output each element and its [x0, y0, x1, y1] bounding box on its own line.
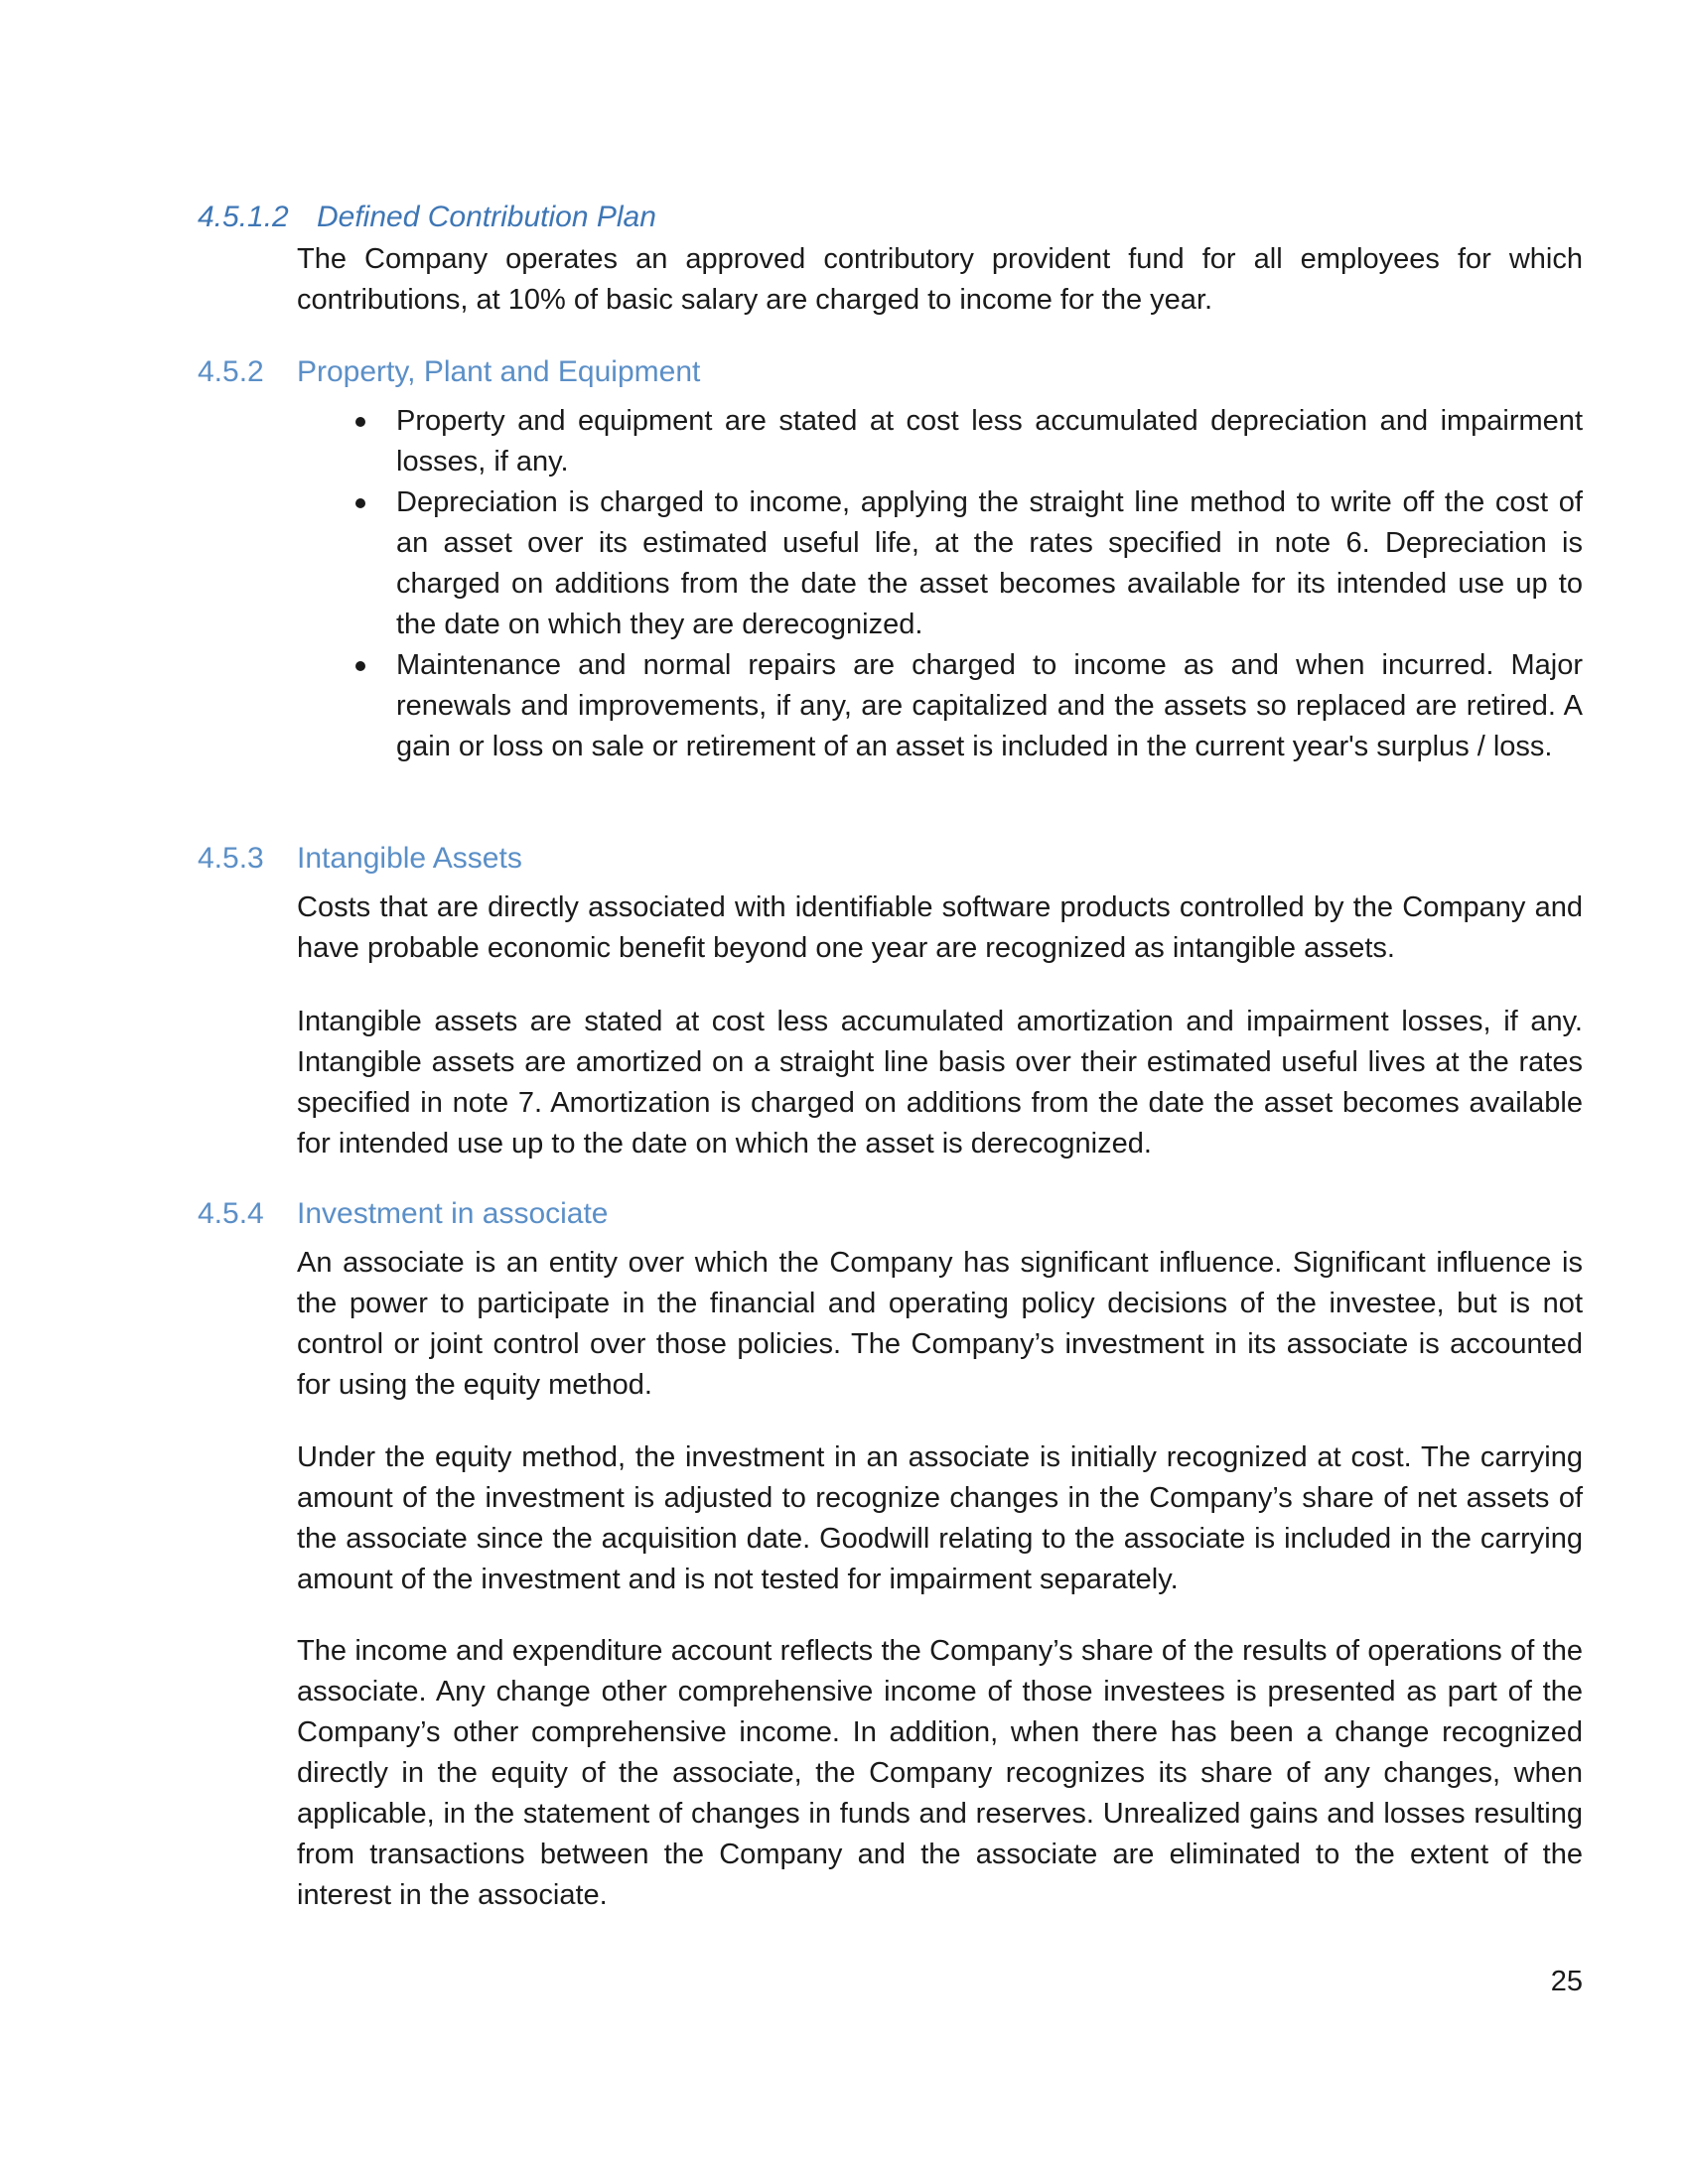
page-number: 25	[1550, 1966, 1583, 1997]
bullet-list-ppe	[297, 401, 1583, 767]
section-number: 4.5.3	[198, 842, 264, 875]
section-title: Intangible Assets	[297, 842, 522, 875]
list-item	[297, 482, 1583, 645]
paragraph-intangible-1: Costs that are directly associated with identifiable software products controlled by the Company and have probable economic benefit beyond one year are recognized as intangible assets.	[297, 891, 1583, 964]
section-title: Property, Plant and Equipment	[297, 355, 701, 388]
section-number: 4.5.1.2	[198, 201, 289, 233]
section-title: Defined Contribution Plan	[317, 201, 656, 233]
section-title: Investment in associate	[297, 1197, 609, 1230]
section-heading-4512	[198, 198, 656, 237]
bullet-icon	[355, 417, 365, 427]
section-heading-454	[198, 1194, 609, 1234]
list-item	[297, 401, 1583, 482]
bullet-icon	[355, 498, 365, 508]
section-heading-453	[198, 839, 522, 879]
bullet-icon	[355, 661, 365, 671]
paragraph-intangible-2: Intangible assets are stated at cost less accumulated amortization and impairment losses, if any. Intangible assets are amortized on a straight line basis over their estimated useful lives at the rates specified in note 7. Amortization is charged on additions from the date the asset becomes available for intended use up to the date on which the asset is derecognized.	[297, 1006, 1583, 1160]
section-number: 4.5.2	[198, 355, 264, 388]
list-item-text: Property and equipment are stated at cost less accumulated depreciation and impairment losses, if any.	[396, 405, 1583, 478]
list-item	[297, 645, 1583, 767]
list-item-text: Depreciation is charged to income, applying the straight line method to write off the cost of an asset over its estimated useful life, at the rates specified in note 6. Depreciation is charged on additions from the date the asset becomes available for its intended use up to the date on which they are derecognized.	[396, 486, 1583, 640]
paragraph-associate-1: An associate is an entity over which the Company has significant influence. Significant influence is the power to participate in the financial and operating policy decisions of the investee, but is not control or joint control over those policies. The Company’s investment in its associate is accounted for using the equity method.	[297, 1247, 1583, 1401]
section-number: 4.5.4	[198, 1197, 264, 1230]
paragraph-associate-2: Under the equity method, the investment in an associate is initially recognized at cost. The carrying amount of the investment is adjusted to recognize changes in the Company’s share of net assets of the associate since the acquisition date. Goodwill relating to the associate is included in the carrying amount of the investment and is not tested for impairment separately.	[297, 1441, 1583, 1595]
paragraph-associate-3: The income and expenditure account reflects the Company’s share of the results of operations of the associate. Any change other comprehensive income of those investees is presented as part of the Company’s other comprehensive income. In addition, when there has been a change recognized directly in the equity of the associate, the Company recognizes its share of any changes, when applicable, in the statement of changes in funds and reserves. Unrealized gains and losses resulting from transactions between the Company and the associate are eliminated to the extent of the interest in the associate.	[297, 1635, 1583, 1911]
list-item-text: Maintenance and normal repairs are charged to income as and when incurred. Major renewals and improvements, if any, are capitalized and the assets so replaced are retired. A gain or loss on sale or retirement of an asset is included in the current year's surplus / loss.	[396, 649, 1583, 762]
paragraph-defined-contribution: The Company operates an approved contributory provident fund for all employees for which contributions, at 10% of basic salary are charged to income for the year.	[297, 243, 1583, 316]
section-heading-452	[198, 352, 700, 392]
